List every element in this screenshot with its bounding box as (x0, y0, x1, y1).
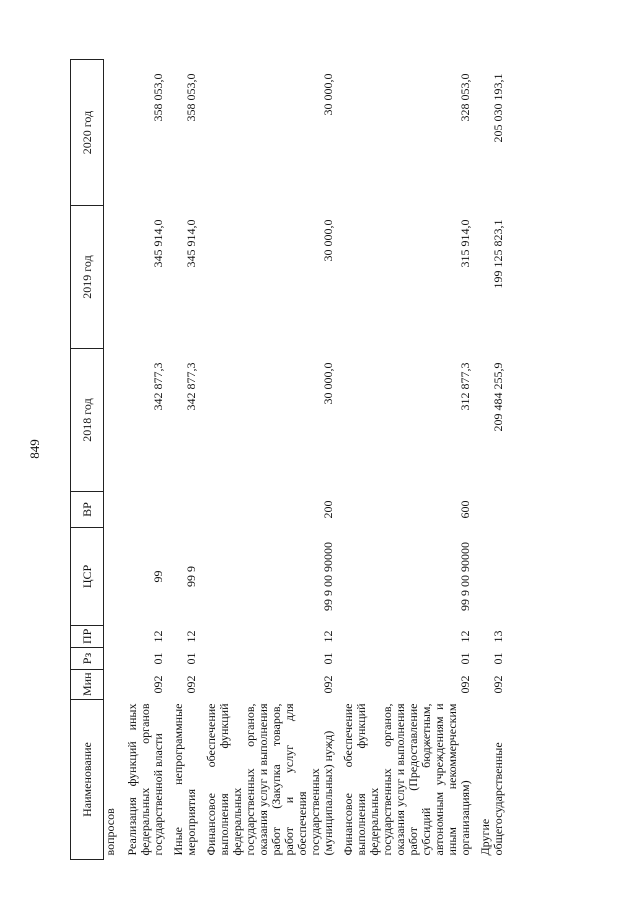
row-vr: 600 (458, 500, 472, 519)
table-row (202, 60, 339, 860)
row-2019: 30 000,0 (321, 219, 335, 262)
row-2018: 209 484 255,9 (491, 362, 505, 432)
row-2020: 358 053,0 (151, 73, 165, 122)
row-2019: 345 914,0 (184, 219, 198, 268)
row-rz: 01 (151, 652, 165, 665)
row-2018: 312 877,3 (458, 362, 472, 411)
row-rz: 01 (184, 652, 198, 665)
row-csr: 99 9 00 90000 (321, 542, 335, 611)
row-rz: 01 (321, 652, 335, 665)
header-vr: ВР (71, 492, 104, 528)
header-2018: 2018 год (71, 349, 104, 492)
row-vr (476, 492, 509, 528)
row-min: 092 (151, 675, 165, 694)
row-2020: 328 053,0 (458, 73, 472, 122)
header-csr: ЦСР (71, 528, 104, 626)
row-2018: 342 877,3 (184, 362, 198, 411)
row-min: 092 (491, 675, 505, 694)
row-pr: 12 (321, 630, 335, 643)
row-2020: 30 000,0 (321, 73, 335, 116)
row-min: 092 (458, 675, 472, 694)
row-2018: 342 877,3 (151, 362, 165, 411)
header-2019: 2019 год (71, 206, 104, 349)
row-pr (104, 626, 124, 648)
row-rz (104, 648, 124, 670)
row-pr: 12 (458, 630, 472, 643)
budget-table (70, 59, 509, 860)
table-row (104, 60, 124, 860)
row-2018 (104, 349, 124, 492)
row-rz: 01 (491, 652, 505, 665)
header-pr: ПР (71, 626, 104, 648)
row-vr: 200 (321, 500, 335, 519)
table-row (123, 60, 169, 860)
row-csr: 99 (151, 570, 165, 583)
table-row (476, 60, 509, 860)
row-name: Иные непрограммные мероприятия (171, 703, 198, 856)
row-name: Другие общегосударственные (478, 742, 505, 856)
row-csr (104, 528, 124, 626)
row-rz: 01 (458, 652, 472, 665)
header-row (71, 60, 104, 860)
row-2020: 205 030 193,1 (491, 73, 505, 143)
header-name: Наименование (71, 700, 104, 860)
row-2020: 358 053,0 (184, 73, 198, 122)
row-2020 (104, 60, 124, 206)
row-pr: 13 (491, 630, 505, 643)
row-pr: 12 (151, 630, 165, 643)
row-min: 092 (321, 675, 335, 694)
row-vr (123, 492, 169, 528)
row-2018: 30 000,0 (321, 362, 335, 405)
header-rz: Рз (71, 648, 104, 670)
row-csr (476, 528, 509, 626)
row-min: 092 (184, 675, 198, 694)
row-name: Финансовое обеспечение выполнения функций федеральных государственных органов, оказания услуг и выполнения работ (Предоставление субсидий бюджетным, автономным учреждениям и иным некоммерческим организациям) (341, 703, 472, 856)
row-2019: 199 125 823,1 (491, 219, 505, 289)
row-min (104, 670, 124, 700)
page-number: 849 (27, 439, 42, 459)
table-row (339, 60, 476, 860)
budget-table-area (70, 60, 600, 860)
row-csr: 99 9 (184, 566, 198, 587)
row-vr (169, 492, 202, 528)
header-min: Мин (71, 670, 104, 700)
row-2019 (104, 206, 124, 349)
row-2019: 315 914,0 (458, 219, 472, 268)
row-2019: 345 914,0 (151, 219, 165, 268)
row-name: вопросов (103, 808, 117, 856)
table-row (169, 60, 202, 860)
row-vr (104, 492, 124, 528)
header-2020: 2020 год (71, 60, 104, 206)
row-name: Финансовое обеспечение выполнения функций федеральных государственных органов, оказания услуг и выполнения работ (Закупка товаров, работ и услуг для обеспечения государственных (муниципальных) нужд) (204, 703, 335, 856)
row-pr: 12 (184, 630, 198, 643)
row-name: Реализация функций иных федеральных органов государственной власти (125, 703, 165, 856)
row-csr: 99 9 00 90000 (458, 542, 472, 611)
